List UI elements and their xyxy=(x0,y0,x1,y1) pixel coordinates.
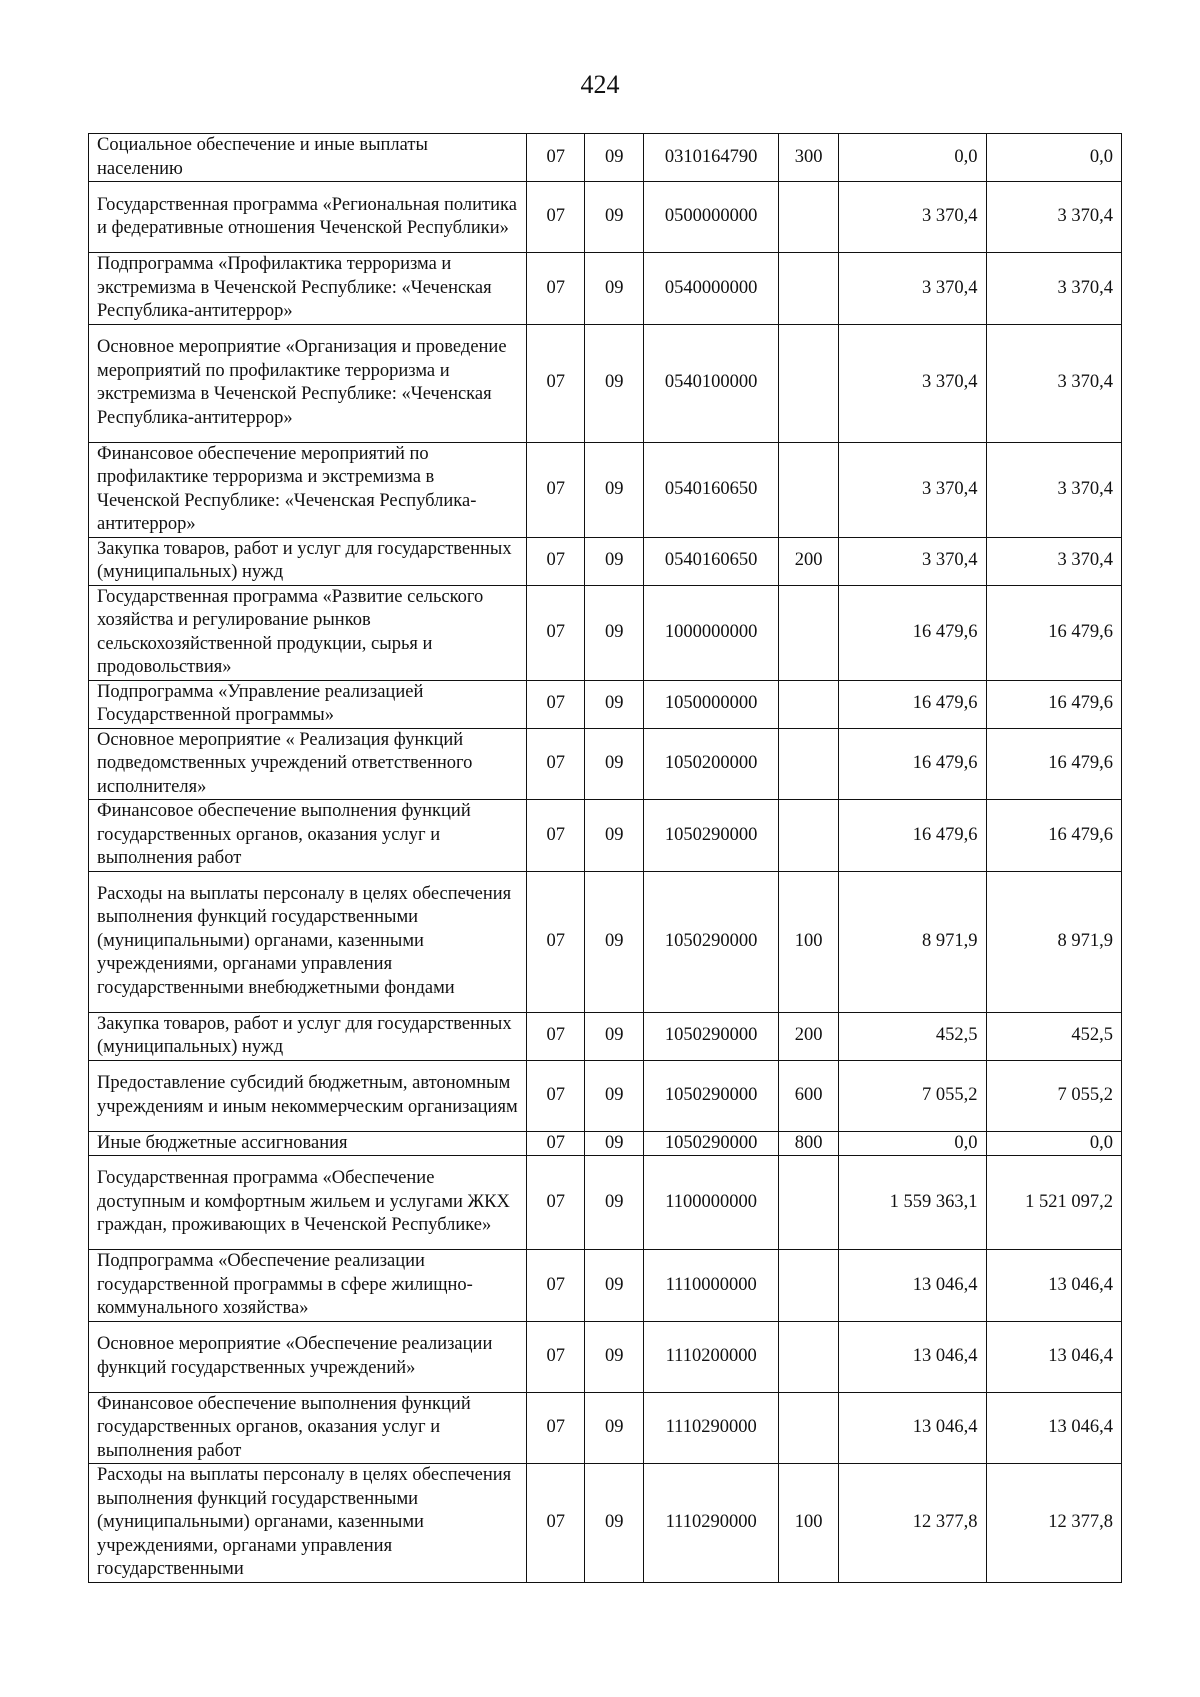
cell-name: Социальное обеспечение и иные выплаты населению xyxy=(89,134,527,182)
cell-expense-type xyxy=(779,585,838,680)
cell-amount-2: 3 370,4 xyxy=(986,537,1121,585)
cell-expense-type xyxy=(779,442,838,537)
cell-amount-1: 13 046,4 xyxy=(838,1321,986,1392)
cell-name: Финансовое обеспечение выполнения функций государственных органов, оказания услуг и выполнения работ xyxy=(89,1392,527,1464)
cell-section: 07 xyxy=(527,324,585,442)
table-row xyxy=(89,1392,1122,1464)
cell-subsection: 09 xyxy=(585,1464,643,1583)
cell-expense-type xyxy=(779,324,838,442)
cell-section: 07 xyxy=(527,728,585,800)
cell-amount-1: 16 479,6 xyxy=(838,585,986,680)
cell-target-article: 0540100000 xyxy=(643,324,778,442)
cell-expense-type xyxy=(779,1392,838,1464)
cell-section: 07 xyxy=(527,1392,585,1464)
cell-subsection: 09 xyxy=(585,1392,643,1464)
cell-target-article: 0540160650 xyxy=(643,537,778,585)
cell-target-article: 1050290000 xyxy=(643,1012,778,1060)
cell-amount-1: 16 479,6 xyxy=(838,800,986,872)
cell-subsection: 09 xyxy=(585,1321,643,1392)
cell-amount-2: 13 046,4 xyxy=(986,1392,1121,1464)
cell-amount-1: 3 370,4 xyxy=(838,537,986,585)
cell-amount-1: 8 971,9 xyxy=(838,871,986,1012)
cell-amount-2: 8 971,9 xyxy=(986,871,1121,1012)
cell-amount-2: 7 055,2 xyxy=(986,1060,1121,1131)
cell-expense-type xyxy=(779,1321,838,1392)
cell-amount-1: 16 479,6 xyxy=(838,680,986,728)
cell-expense-type xyxy=(779,182,838,253)
cell-target-article: 1050200000 xyxy=(643,728,778,800)
cell-amount-1: 12 377,8 xyxy=(838,1464,986,1583)
cell-amount-2: 16 479,6 xyxy=(986,800,1121,872)
cell-name: Иные бюджетные ассигнования xyxy=(89,1131,527,1156)
cell-name: Основное мероприятие « Реализация функций подведомственных учреждений ответственного исполнителя» xyxy=(89,728,527,800)
cell-amount-1: 13 046,4 xyxy=(838,1392,986,1464)
cell-expense-type: 100 xyxy=(779,1464,838,1583)
cell-amount-2: 13 046,4 xyxy=(986,1321,1121,1392)
cell-expense-type xyxy=(779,728,838,800)
cell-section: 07 xyxy=(527,1464,585,1583)
cell-subsection: 09 xyxy=(585,182,643,253)
cell-expense-type: 200 xyxy=(779,537,838,585)
cell-expense-type xyxy=(779,1156,838,1250)
cell-name: Расходы на выплаты персоналу в целях обеспечения выполнения функций государственными (муниципальными) органами, казенными учреждениями, органами управления государственными xyxy=(89,1464,527,1583)
cell-name: Закупка товаров, работ и услуг для государственных (муниципальных) нужд xyxy=(89,537,527,585)
table-row xyxy=(89,871,1122,1012)
table-row xyxy=(89,442,1122,537)
cell-amount-2: 3 370,4 xyxy=(986,253,1121,325)
cell-name: Основное мероприятие «Организация и проведение мероприятий по профилактике терроризма и экстремизма в Чеченской Республике: «Чеченская Республика-антитеррор» xyxy=(89,324,527,442)
cell-section: 07 xyxy=(527,134,585,182)
table-row xyxy=(89,1060,1122,1131)
table-row xyxy=(89,1250,1122,1322)
cell-amount-1: 16 479,6 xyxy=(838,728,986,800)
cell-name: Расходы на выплаты персоналу в целях обеспечения выполнения функций государственными (муниципальными) органами, казенными учреждениями, органами управления государственными внебюджетными фондами xyxy=(89,871,527,1012)
table-row xyxy=(89,537,1122,585)
cell-section: 07 xyxy=(527,800,585,872)
table-row xyxy=(89,324,1122,442)
budget-table xyxy=(88,133,1122,1583)
cell-target-article: 1050290000 xyxy=(643,871,778,1012)
cell-amount-2: 0,0 xyxy=(986,1131,1121,1156)
cell-name: Государственная программа «Развитие сельского хозяйства и регулирование рынков сельскохозяйственной продукции, сырья и продовольствия» xyxy=(89,585,527,680)
table-row xyxy=(89,680,1122,728)
cell-name: Закупка товаров, работ и услуг для государственных (муниципальных) нужд xyxy=(89,1012,527,1060)
cell-subsection: 09 xyxy=(585,1131,643,1156)
cell-amount-2: 13 046,4 xyxy=(986,1250,1121,1322)
table-row xyxy=(89,1464,1122,1583)
cell-subsection: 09 xyxy=(585,1156,643,1250)
cell-amount-1: 1 559 363,1 xyxy=(838,1156,986,1250)
table-row xyxy=(89,253,1122,325)
cell-subsection: 09 xyxy=(585,537,643,585)
cell-section: 07 xyxy=(527,680,585,728)
cell-target-article: 1050000000 xyxy=(643,680,778,728)
table-row xyxy=(89,1156,1122,1250)
cell-name: Государственная программа «Региональная политика и федеративные отношения Чеченской Республики» xyxy=(89,182,527,253)
cell-target-article: 1000000000 xyxy=(643,585,778,680)
cell-section: 07 xyxy=(527,1012,585,1060)
cell-amount-2: 0,0 xyxy=(986,134,1121,182)
cell-expense-type xyxy=(779,800,838,872)
table-row xyxy=(89,1131,1122,1156)
cell-section: 07 xyxy=(527,1131,585,1156)
cell-amount-1: 7 055,2 xyxy=(838,1060,986,1131)
cell-subsection: 09 xyxy=(585,585,643,680)
cell-amount-2: 452,5 xyxy=(986,1012,1121,1060)
cell-subsection: 09 xyxy=(585,1060,643,1131)
cell-amount-1: 3 370,4 xyxy=(838,253,986,325)
cell-expense-type xyxy=(779,253,838,325)
cell-target-article: 1050290000 xyxy=(643,1060,778,1131)
cell-name: Подпрограмма «Управление реализацией Государственной программы» xyxy=(89,680,527,728)
cell-amount-1: 0,0 xyxy=(838,134,986,182)
cell-expense-type xyxy=(779,680,838,728)
cell-expense-type: 100 xyxy=(779,871,838,1012)
cell-target-article: 0540160650 xyxy=(643,442,778,537)
table-row xyxy=(89,1321,1122,1392)
cell-name: Предоставление субсидий бюджетным, автономным учреждениям и иным некоммерческим организациям xyxy=(89,1060,527,1131)
cell-target-article: 1110000000 xyxy=(643,1250,778,1322)
cell-section: 07 xyxy=(527,182,585,253)
cell-subsection: 09 xyxy=(585,800,643,872)
cell-amount-1: 3 370,4 xyxy=(838,324,986,442)
cell-section: 07 xyxy=(527,1250,585,1322)
cell-target-article: 1110290000 xyxy=(643,1392,778,1464)
cell-target-article: 1100000000 xyxy=(643,1156,778,1250)
cell-target-article: 1110200000 xyxy=(643,1321,778,1392)
cell-target-article: 0540000000 xyxy=(643,253,778,325)
cell-name: Подпрограмма «Обеспечение реализации государственной программы в сфере жилищно-коммунального хозяйства» xyxy=(89,1250,527,1322)
cell-target-article: 1110290000 xyxy=(643,1464,778,1583)
cell-section: 07 xyxy=(527,585,585,680)
cell-subsection: 09 xyxy=(585,728,643,800)
cell-expense-type xyxy=(779,1250,838,1322)
cell-expense-type: 200 xyxy=(779,1012,838,1060)
cell-section: 07 xyxy=(527,1321,585,1392)
cell-amount-1: 0,0 xyxy=(838,1131,986,1156)
cell-expense-type: 300 xyxy=(779,134,838,182)
table-row xyxy=(89,728,1122,800)
cell-name: Финансовое обеспечение мероприятий по профилактике терроризма и экстремизма в Чеченской Республике: «Чеченская Республика-антитеррор» xyxy=(89,442,527,537)
cell-amount-2: 3 370,4 xyxy=(986,442,1121,537)
cell-target-article: 0310164790 xyxy=(643,134,778,182)
cell-expense-type: 600 xyxy=(779,1060,838,1131)
cell-subsection: 09 xyxy=(585,1250,643,1322)
cell-subsection: 09 xyxy=(585,442,643,537)
cell-section: 07 xyxy=(527,537,585,585)
cell-amount-2: 1 521 097,2 xyxy=(986,1156,1121,1250)
cell-name: Государственная программа «Обеспечение доступным и комфортным жильем и услугами ЖКХ граждан, проживающих в Чеченской Республике» xyxy=(89,1156,527,1250)
cell-target-article: 0500000000 xyxy=(643,182,778,253)
cell-amount-1: 3 370,4 xyxy=(838,442,986,537)
cell-subsection: 09 xyxy=(585,1012,643,1060)
cell-subsection: 09 xyxy=(585,871,643,1012)
cell-name: Основное мероприятие «Обеспечение реализации функций государственных учреждений» xyxy=(89,1321,527,1392)
cell-subsection: 09 xyxy=(585,680,643,728)
cell-amount-1: 3 370,4 xyxy=(838,182,986,253)
cell-name: Подпрограмма «Профилактика терроризма и экстремизма в Чеченской Республике: «Чеченская Республика-антитеррор» xyxy=(89,253,527,325)
table-row xyxy=(89,1012,1122,1060)
cell-amount-1: 13 046,4 xyxy=(838,1250,986,1322)
cell-name: Финансовое обеспечение выполнения функций государственных органов, оказания услуг и выполнения работ xyxy=(89,800,527,872)
cell-amount-2: 16 479,6 xyxy=(986,680,1121,728)
page-number: 424 xyxy=(580,70,620,99)
cell-amount-2: 16 479,6 xyxy=(986,585,1121,680)
cell-section: 07 xyxy=(527,1156,585,1250)
cell-subsection: 09 xyxy=(585,134,643,182)
cell-section: 07 xyxy=(527,253,585,325)
cell-subsection: 09 xyxy=(585,253,643,325)
cell-expense-type: 800 xyxy=(779,1131,838,1156)
cell-amount-2: 3 370,4 xyxy=(986,182,1121,253)
table-row xyxy=(89,182,1122,253)
cell-amount-2: 12 377,8 xyxy=(986,1464,1121,1583)
table-row xyxy=(89,134,1122,182)
cell-amount-2: 16 479,6 xyxy=(986,728,1121,800)
table-row xyxy=(89,800,1122,872)
cell-target-article: 1050290000 xyxy=(643,800,778,872)
cell-section: 07 xyxy=(527,1060,585,1131)
cell-subsection: 09 xyxy=(585,324,643,442)
cell-amount-1: 452,5 xyxy=(838,1012,986,1060)
cell-section: 07 xyxy=(527,442,585,537)
cell-section: 07 xyxy=(527,871,585,1012)
cell-target-article: 1050290000 xyxy=(643,1131,778,1156)
table-row xyxy=(89,585,1122,680)
cell-amount-2: 3 370,4 xyxy=(986,324,1121,442)
